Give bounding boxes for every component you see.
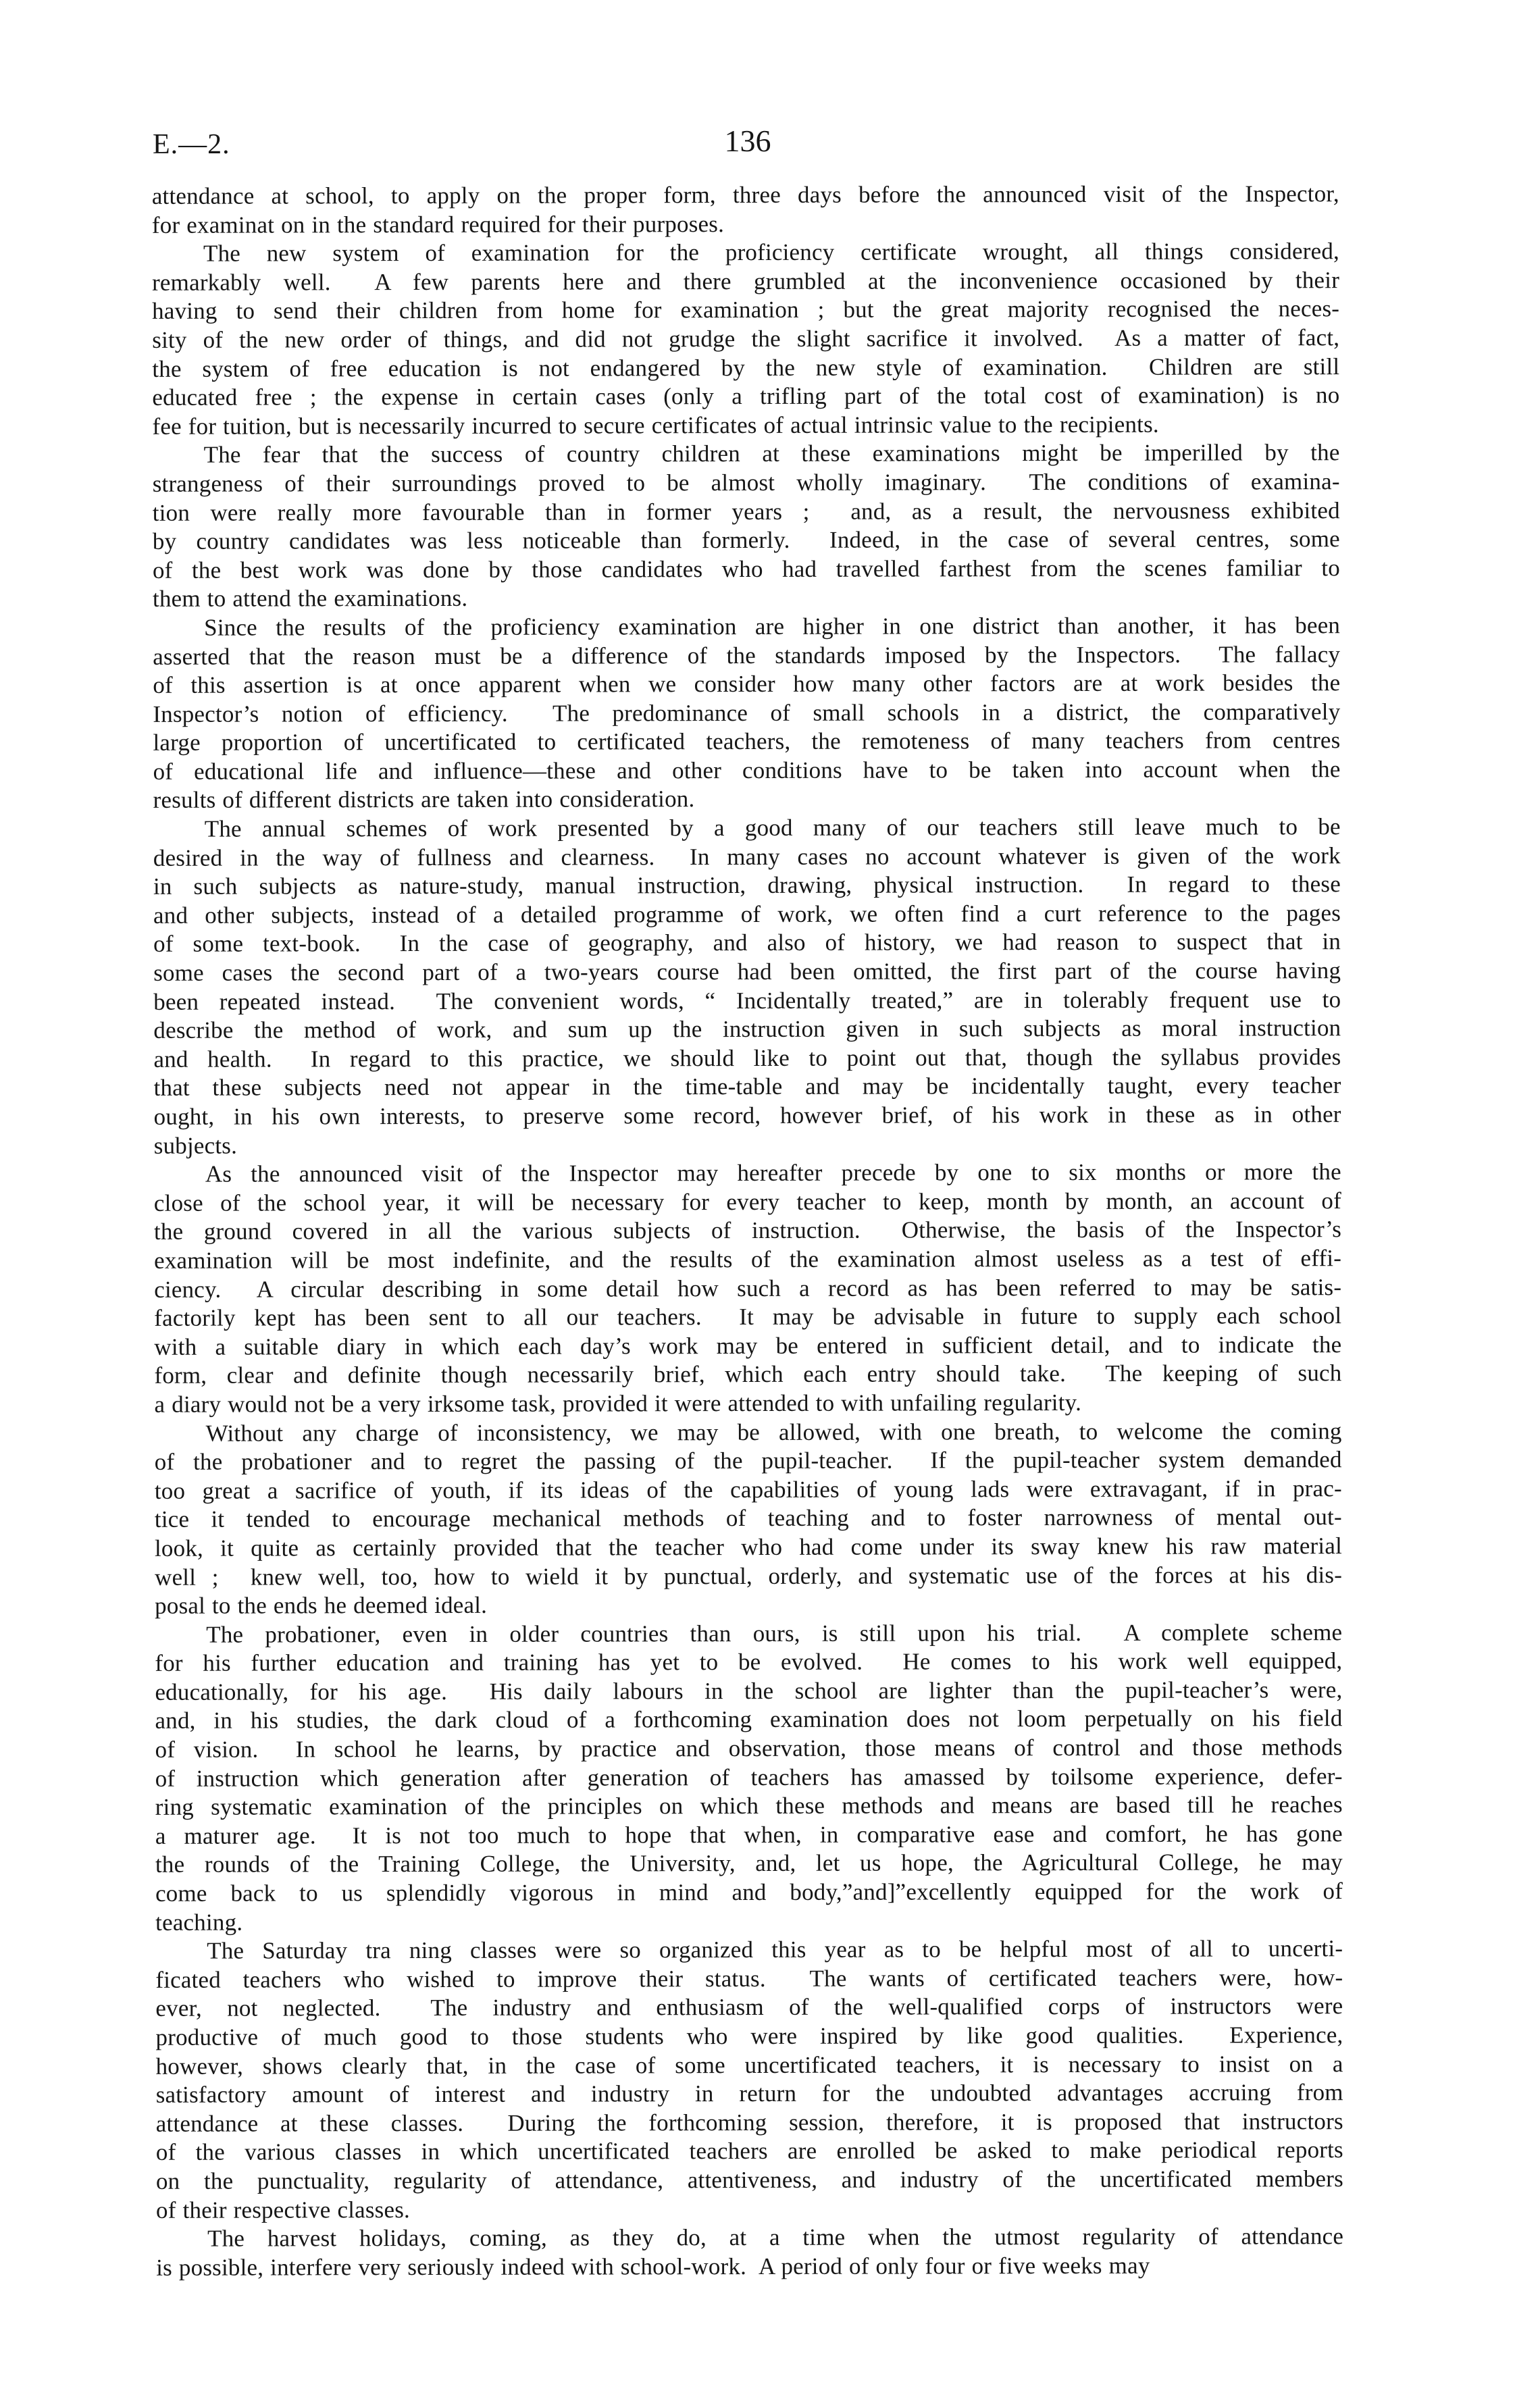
paragraph	[153, 813, 1341, 1160]
text-line: educationally, for his age. His daily labours in the school are lighter than the pupil-teacher’s were,	[155, 1676, 1343, 1705]
text-line: of educational life and influence—these and other conditions have to be taken into account when the	[153, 756, 1341, 785]
text-line: a maturer age. It is not too much to hope that when, in comparative ease and comfort, he has gone	[155, 1820, 1343, 1849]
text-line: productive of much good to those students who were inspired by like good qualities. Experience,	[155, 2022, 1343, 2051]
paragraph	[155, 1934, 1343, 2225]
text-line: ought, in his own interests, to preserve some record, however brief, of his work in these as in other	[153, 1101, 1341, 1130]
text-line: too great a sacrifice of youth, if its ideas of the capabilities of young lads were extravagant, if in prac-	[154, 1474, 1342, 1504]
text-line: form, clear and definite though necessarily brief, which each entry should take. The keeping of such	[154, 1360, 1342, 1389]
text-line: is possible, interfere very seriously indeed with school-work. A period of only four or five weeks may	[156, 2252, 1150, 2281]
paragraph	[155, 1618, 1343, 1937]
text-line: of vision. In school he learns, by practice and observation, those means of control and those methods	[155, 1734, 1343, 1763]
paragraph	[155, 1417, 1343, 1621]
text-line: the system of free education is not endangered by the new style of examination. Children are still	[152, 353, 1340, 382]
text-line: attendance at school, to apply on the proper form, three days before the announced visit of the Inspector,	[151, 180, 1339, 209]
text-line: describe the method of work, and sum up the instruction given in such subjects as moral instruction	[153, 1014, 1341, 1044]
text-line: factorily kept has been sent to all our teachers. It may be advisable in future to supply each school	[154, 1302, 1342, 1331]
paragraph	[152, 180, 1339, 240]
text-line: attendance at these classes. During the forthcoming session, therefore, it is proposed that instructors	[155, 2107, 1343, 2137]
text-line: for examinat on in the standard required for their purposes.	[151, 210, 725, 238]
text-line: having to send their children from home for examination ; but the great majority recognised the neces-	[152, 295, 1340, 325]
text-line: on the punctuality, regularity of attendance, attentiveness, and industry of the uncertificated members	[155, 2165, 1343, 2194]
text-line: of the best work was done by those candidates who had travelled farthest from the scenes familiar to	[152, 554, 1340, 584]
text-line: examination will be most indefinite, and the results of the examination almost useless as a test of effi-	[154, 1245, 1342, 1274]
document-reference: E.—2.	[153, 129, 230, 160]
text-line: ever, not neglected. The industry and enthusiasm of the well-qualified corps of instructors were	[155, 1992, 1343, 2022]
paragraph	[156, 2222, 1343, 2282]
text-line: of the various classes in which uncertificated teachers are enrolled be asked to make periodical reports	[155, 2136, 1343, 2166]
text-line: a diary would not be a very irksome task, provided it were attended to with unfailing regularity.	[154, 1389, 1082, 1418]
text-line: that these subjects need not appear in the time-table and may be incidentally taught, every teacher	[153, 1072, 1341, 1102]
text-line: the rounds of the Training College, the University, and, let us hope, the Agricultural College, he may	[155, 1849, 1343, 1878]
text-line: strangeness of their surroundings proved to be almost wholly imaginary. The conditions of examina-	[152, 468, 1340, 497]
text-line: tice it tended to encourage mechanical methods of teaching and to foster narrowness of mental out-	[154, 1503, 1342, 1533]
text-line: close of the school year, it will be necessary for every teacher to keep, month by month, an account of	[153, 1187, 1341, 1216]
text-line: results of different districts are taken into consideration.	[153, 786, 695, 814]
text-line: As the announced visit of the Inspector may hereafter precede by one to six months or more the	[205, 1158, 1341, 1187]
paragraph	[154, 1158, 1342, 1419]
text-line: and, in his studies, the dark cloud of a forthcoming examination does not loom perpetually on his field	[155, 1705, 1343, 1734]
text-line: however, shows clearly that, in the case of some uncertificated teachers, it is necessary to insist on a	[155, 2050, 1343, 2080]
text-line: The fear that the success of country children at these examinations might be imperilled by the	[203, 439, 1340, 469]
text-line: them to attend the examinations.	[152, 585, 468, 613]
text-line: of some text-book. In the case of geography, and also of history, we had reason to suspect that in	[153, 928, 1341, 958]
text-line: for his further education and training has yet to be evolved. He comes to his work well equipped,	[155, 1647, 1343, 1677]
paragraph	[152, 237, 1340, 441]
page-number: 136	[724, 124, 771, 158]
text-line: in such subjects as nature-study, manual instruction, drawing, physical instruction. In regard to these	[153, 871, 1341, 900]
text-line: well ; knew well, too, how to wield it by punctual, orderly, and systematic use of the forces at his dis-	[155, 1561, 1343, 1591]
text-line: The new system of examination for the proficiency certificate wrought, all things considered,	[203, 238, 1340, 267]
text-line: sity of the new order of things, and did not grudge the slight sacrifice it involved. As a matter of fact,	[152, 324, 1340, 353]
text-line: ring systematic examination of the principles on which these methods and means are based till he reaches	[155, 1791, 1343, 1821]
text-line: and other subjects, instead of a detailed programme of work, we often find a curt reference to the pages	[153, 900, 1341, 929]
text-line: desired in the way of fullness and clearness. In many cases no account whatever is given of the work	[153, 842, 1341, 871]
text-line: The annual schemes of work presented by a good many of our teachers still leave much to be	[204, 813, 1341, 842]
text-line: posal to the ends he deemed ideal.	[155, 1591, 488, 1619]
text-line: been repeated instead. The convenient words, “ Incidentally treated,” are in tolerably frequent use to	[153, 985, 1341, 1015]
text-line: of this assertion is at once apparent when we consider how many other factors are at work besides the	[153, 669, 1341, 698]
text-line: subjects.	[153, 1132, 238, 1159]
text-line: large proportion of uncertificated to certificated teachers, the remoteness of many teachers from centres	[153, 727, 1341, 756]
text-line: come back to us splendidly vigorous in mind and body,”and]”excellently equipped for the work of	[155, 1878, 1343, 1907]
text-line: of the probationer and to regret the passing of the pupil-teacher. If the pupil-teacher system demanded	[154, 1446, 1342, 1475]
text-line: remarkably well. A few parents here and there grumbled at the inconvenience occasioned by their	[152, 266, 1340, 296]
text-line: look, it quite as certainly provided that the teacher who had come under its sway knew his raw material	[154, 1533, 1343, 1562]
text-line: some cases the second part of a two-years course had been omitted, the first part of the course having	[153, 957, 1341, 986]
text-line: of their respective classes.	[155, 2196, 411, 2223]
text-line: and health. In regard to this practice, we should like to point out that, though the syllabus provides	[153, 1043, 1341, 1073]
text-line: of instruction which generation after generation of teachers has amassed by toilsome experience, defer-	[155, 1762, 1343, 1792]
paragraph	[153, 611, 1341, 815]
text-line: Without any charge of inconsistency, we may be allowed, with one breath, to welcome the coming	[205, 1417, 1342, 1447]
text-line: ficated teachers who wished to improve their status. The wants of certificated teachers were, how-	[155, 1963, 1343, 1993]
text-block	[152, 180, 1344, 2282]
text-line: tion were really more favourable than in former years ; and, as a result, the nervousness exhibited	[152, 496, 1340, 526]
text-line: by country candidates was less noticeable than formerly. Indeed, in the case of several centres, some	[152, 525, 1340, 555]
text-line: the ground covered in all the various subjects of instruction. Otherwise, the basis of the Inspector’s	[153, 1216, 1342, 1245]
text-line: The Saturday tra ning classes were so organized this year as to be helpful most of all to uncerti-	[207, 1935, 1343, 1964]
text-line: The harvest holidays, coming, as they do, at a time when the utmost regularity of attendance	[207, 2223, 1344, 2252]
text-line: Inspector’s notion of efficiency. The predominance of small schools in a district, the comparatively	[153, 698, 1341, 727]
text-line: satisfactory amount of interest and industry in return for the undoubted advantages accruing from	[155, 2079, 1343, 2109]
text-line: The probationer, even in older countries than ours, is still upon his trial. A complete scheme	[206, 1618, 1343, 1648]
paragraph	[153, 439, 1341, 614]
text-line: asserted that the reason must be a difference of the standards imposed by the Inspectors. The fallacy	[153, 640, 1341, 670]
text-line: ciency. A circular describing in some detail how such a record as has been referred to may be satis-	[154, 1273, 1342, 1303]
text-line: educated free ; the expense in certain cases (only a trifling part of the total cost of examination) is no	[152, 382, 1340, 411]
text-line: fee for tuition, but is necessarily incurred to secure certificates of actual intrinsic value to the recipients.	[152, 411, 1159, 440]
text-line: Since the results of the proficiency examination are higher in one district than another, it has been	[204, 612, 1341, 641]
text-line: with a suitable diary in which each day’s work may be entered in sufficient detail, and to indicate the	[154, 1331, 1342, 1360]
text-line: teaching.	[155, 1909, 243, 1936]
